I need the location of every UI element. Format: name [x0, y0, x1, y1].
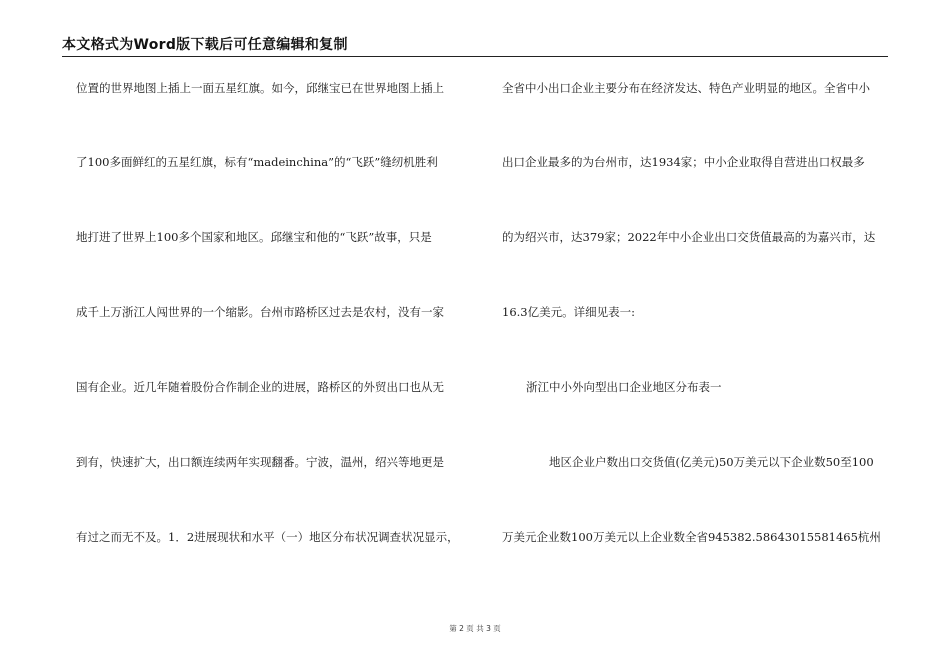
- paragraph-line: 了100多面鲜红的五星红旗，标有“madeinchina”的“飞跃”缝纫机胜利: [76, 155, 438, 169]
- paragraph-line: 国有企业。近几年随着股份合作制企业的进展，路桥区的外贸出口也从无: [76, 380, 444, 394]
- page-number: 第 2 页 共 3 页: [449, 624, 501, 633]
- paragraph-line: 有过之而无不及。1．2进展现状和水平（一）地区分布状况调查状况显示，: [76, 530, 459, 544]
- page-header: [62, 32, 888, 57]
- table-data-line: 万美元企业数100万美元以上企业数全省945382.58643015581465杭州: [502, 530, 881, 544]
- paragraph-line: 成千上万浙江人闯世界的一个缩影。台州市路桥区过去是农村，没有一家: [76, 305, 444, 319]
- paragraph-line: 位置的世界地图上插上一面五星红旗。如今，邱继宝已在世界地图上插上: [76, 81, 444, 95]
- paragraph-line: 16.3亿美元。详细见表一:: [502, 305, 635, 319]
- table-caption: 浙江中小外向型出口企业地区分布表一: [526, 380, 722, 394]
- paragraph-line: 到有，快速扩大，出口额连续两年实现翻番。宁波，温州，绍兴等地更是: [76, 455, 444, 469]
- paragraph-line: 出口企业最多的为台州市，达1934家；中小企业取得自营进出口权最多: [502, 155, 865, 169]
- table-header-line: 地区企业户数出口交货值(亿美元)50万美元以下企业数50至100: [549, 455, 874, 469]
- paragraph-line: 的为绍兴市，达379家；2022年中小企业出口交货值最高的为嘉兴市，达: [502, 230, 876, 244]
- paragraph-line: 地打进了世界上100多个国家和地区。邱继宝和他的“飞跃”故事，只是: [76, 230, 432, 244]
- paragraph-line: 全省中小出口企业主要分布在经济发达、特色产业明显的地区。全省中小: [502, 81, 870, 95]
- header-title: 本文格式为Word版下载后可任意编辑和复制: [62, 37, 348, 53]
